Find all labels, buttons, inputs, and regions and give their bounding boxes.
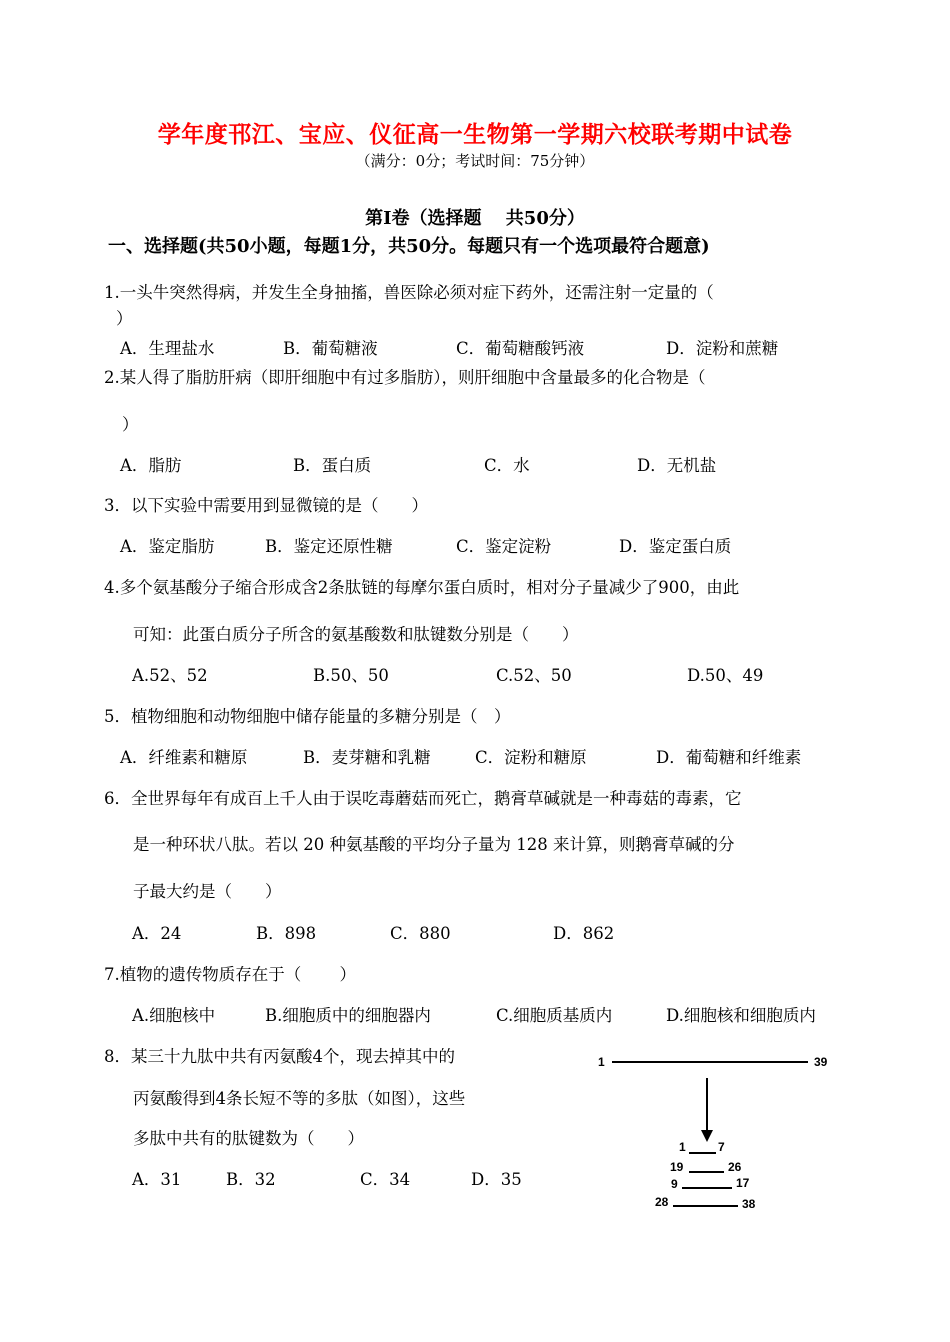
question-6-line-2: 是一种环状八肽。若以 20 种氨基酸的平均分子量为 128 来计算，则鹅膏草碱的分: [133, 835, 735, 854]
diagram-top-start-label: 1: [598, 1055, 605, 1069]
q3-option-a: A．鉴定脂肪: [120, 537, 215, 556]
page-title: 学年度邗江、宝应、仪征高一生物第一学期六校联考期中试卷: [157, 121, 793, 148]
q7-option-c: C.细胞质基质内: [496, 1006, 613, 1025]
segment-2-end: 26: [728, 1160, 742, 1174]
question-8-line-1: 8．某三十九肽中共有丙氨酸4个，现去掉其中的: [104, 1047, 455, 1066]
segment-4-start: 28: [655, 1195, 669, 1209]
q7-option-b: B.细胞质中的细胞器内: [265, 1006, 431, 1025]
diagram-top-end-label: 39: [814, 1055, 828, 1069]
segment-2-start: 19: [670, 1160, 684, 1174]
q1-option-a: A．生理盐水: [120, 339, 215, 358]
question-4-line-2: 可知：此蛋白质分子所含的氨基酸数和肽键数分别是（ ）: [133, 625, 579, 644]
q4-option-a: A.52、52: [132, 666, 208, 685]
question-8-line-3: 多肽中共有的肽键数为（ ）: [133, 1129, 364, 1148]
q1-option-c: C．葡萄糖酸钙液: [456, 339, 585, 358]
question-1-line-2: ）: [116, 309, 133, 328]
q3-option-c: C．鉴定淀粉: [456, 537, 552, 556]
question-1-line-1: 1.一头牛突然得病，并发生全身抽搐，兽医除必须对症下药外，还需注射一定量的（: [104, 283, 714, 302]
question-3-line-1: 3．以下实验中需要用到显微镜的是（ ）: [104, 496, 428, 515]
q4-option-b: B.50、50: [313, 666, 389, 685]
q3-option-b: B．鉴定还原性糖: [265, 537, 393, 556]
segment-4-end: 38: [742, 1197, 756, 1211]
q6-option-d: D．862: [553, 924, 615, 943]
q6-option-a: A．24: [132, 924, 182, 943]
q4-option-c: C.52、50: [496, 666, 572, 685]
segment-1-start: 1: [679, 1140, 686, 1154]
question-6-line-1: 6．全世界每年有成百上千人由于误吃毒蘑菇而死亡，鹅膏草碱就是一种毒菇的毒素，它: [104, 789, 742, 808]
q7-option-a: A.细胞核中: [132, 1006, 216, 1025]
q8-option-b: B．32: [226, 1170, 276, 1189]
question-5-line-1: 5．植物细胞和动物细胞中储存能量的多糖分别是（ ）: [104, 707, 511, 726]
question-8-line-2: 丙氨酸得到4条长短不等的多肽（如图），这些: [133, 1089, 466, 1108]
exam-info: （满分：0分；考试时间：75分钟）: [355, 152, 595, 170]
q5-option-d: D．葡萄糖和纤维素: [656, 748, 802, 767]
q5-option-a: A．纤维素和糖原: [120, 748, 248, 767]
segment-3-end: 17: [736, 1176, 750, 1190]
q1-option-d: D．淀粉和蔗糖: [666, 339, 779, 358]
q2-option-a: A．脂肪: [120, 456, 182, 475]
q3-option-d: D．鉴定蛋白质: [619, 537, 732, 556]
section-instruction: 一、选择题(共50小题，每题1分，共50分。每题只有一个选项最符合题意): [108, 236, 710, 257]
q2-option-b: B．蛋白质: [293, 456, 372, 475]
q7-option-d: D.细胞核和细胞质内: [666, 1006, 816, 1025]
question-2-line-1: 2.某人得了脂肪肝病（即肝细胞中有过多脂肪），则肝细胞中含量最多的化合物是（: [104, 368, 706, 387]
q5-option-b: B．麦芽糖和乳糖: [303, 748, 431, 767]
segment-1-end: 7: [718, 1140, 725, 1154]
q6-option-c: C．880: [390, 924, 451, 943]
q5-option-c: C．淀粉和糖原: [475, 748, 587, 767]
question-7-line-1: 7.植物的遗传物质存在于（ ）: [104, 965, 356, 984]
section-title: 第Ⅰ卷（选择题 共50分）: [365, 208, 585, 229]
q8-option-d: D．35: [471, 1170, 522, 1189]
question-4-line-1: 4.多个氨基酸分子缩合形成含2条肽链的每摩尔蛋白质时，相对分子量减少了900，由此: [104, 578, 740, 597]
q2-option-c: C．水: [484, 456, 530, 475]
q6-option-b: B．898: [256, 924, 317, 943]
q1-option-b: B．葡萄糖液: [283, 339, 378, 358]
q2-option-d: D．无机盐: [637, 456, 717, 475]
question-2-line-2: ）: [122, 415, 139, 434]
question-6-line-3: 子最大约是（ ）: [133, 882, 282, 901]
arrow-down-icon: [701, 1130, 713, 1142]
q8-option-a: A．31: [132, 1170, 182, 1189]
segment-3-start: 9: [671, 1177, 678, 1191]
q8-option-c: C．34: [360, 1170, 411, 1189]
q4-option-d: D.50、49: [687, 666, 764, 685]
peptide-diagram: [590, 1050, 840, 1220]
